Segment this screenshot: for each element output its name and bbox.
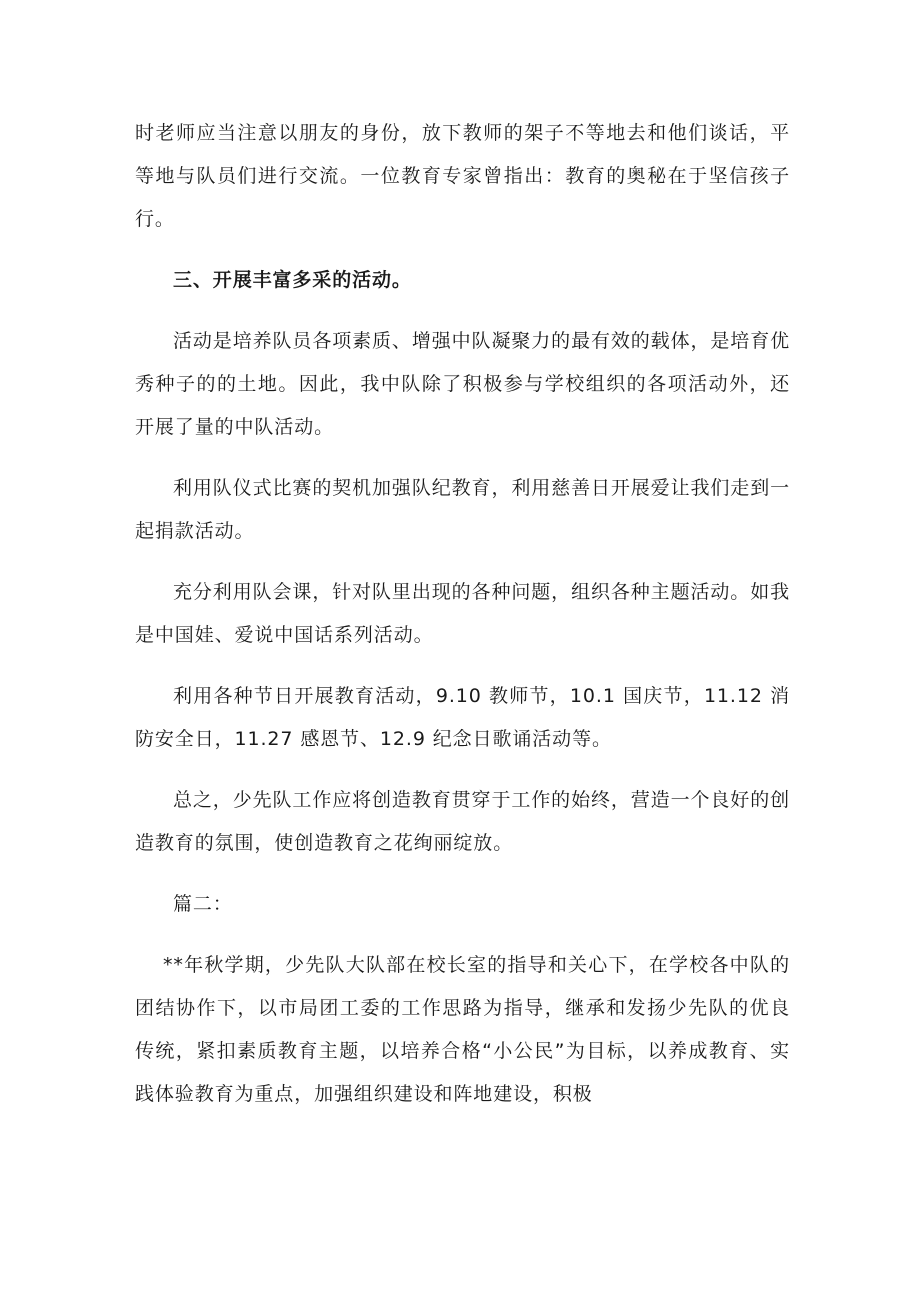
paragraph-holidays: 利用各种节日开展教育活动，9.10 教师节，10.1 国庆节，11.12 消防安全日，11.27 感恩节、12.9 纪念日歌诵活动等。	[135, 685, 790, 750]
paragraph-autumn-term: **年秋学期，少先队大队部在校长室的指导和关心下，在学校各中队的团结协作下，以市局团工委的工作思路为指导，继承和发扬少先队的优良传统，紧扣素质教育主题，以培养合格“小公民”为目标，以养成教育、实践体验教育为重点，加强组织建设和阵地建设，积极	[135, 954, 790, 1105]
part-two-heading: 篇二：	[173, 893, 233, 915]
paragraph-continuation: 时老师应当注意以朋友的身份，放下教师的架子不等地去和他们谈话，平等地与队员们进行交流。一位教育专家曾指出：教育的奥秘在于坚信孩子行。	[135, 122, 790, 230]
document-body	[135, 112, 790, 1134]
paragraph-activities-intro: 活动是培养队员各项素质、增强中队凝聚力的最有效的载体，是培育优秀种子的的土地。因此，我中队除了积极参与学校组织的各项活动外，还开展了量的中队活动。	[135, 330, 790, 438]
paragraph-conclusion: 总之，少先队工作应将创造教育贯穿于工作的始终，营造一个良好的创造教育的氛围，使创造教育之花绚丽绽放。	[135, 789, 790, 854]
paragraph-ceremony-contest: 利用队仪式比赛的契机加强队纪教育，利用慈善日开展爱让我们走到一起捐款活动。	[135, 477, 790, 542]
section-heading: 三、开展丰富多采的活动。	[173, 269, 412, 291]
paragraph-team-meeting: 充分利用队会课，针对队里出现的各种问题，组织各种主题活动。如我是中国娃、爱说中国话系列活动。	[135, 581, 790, 646]
